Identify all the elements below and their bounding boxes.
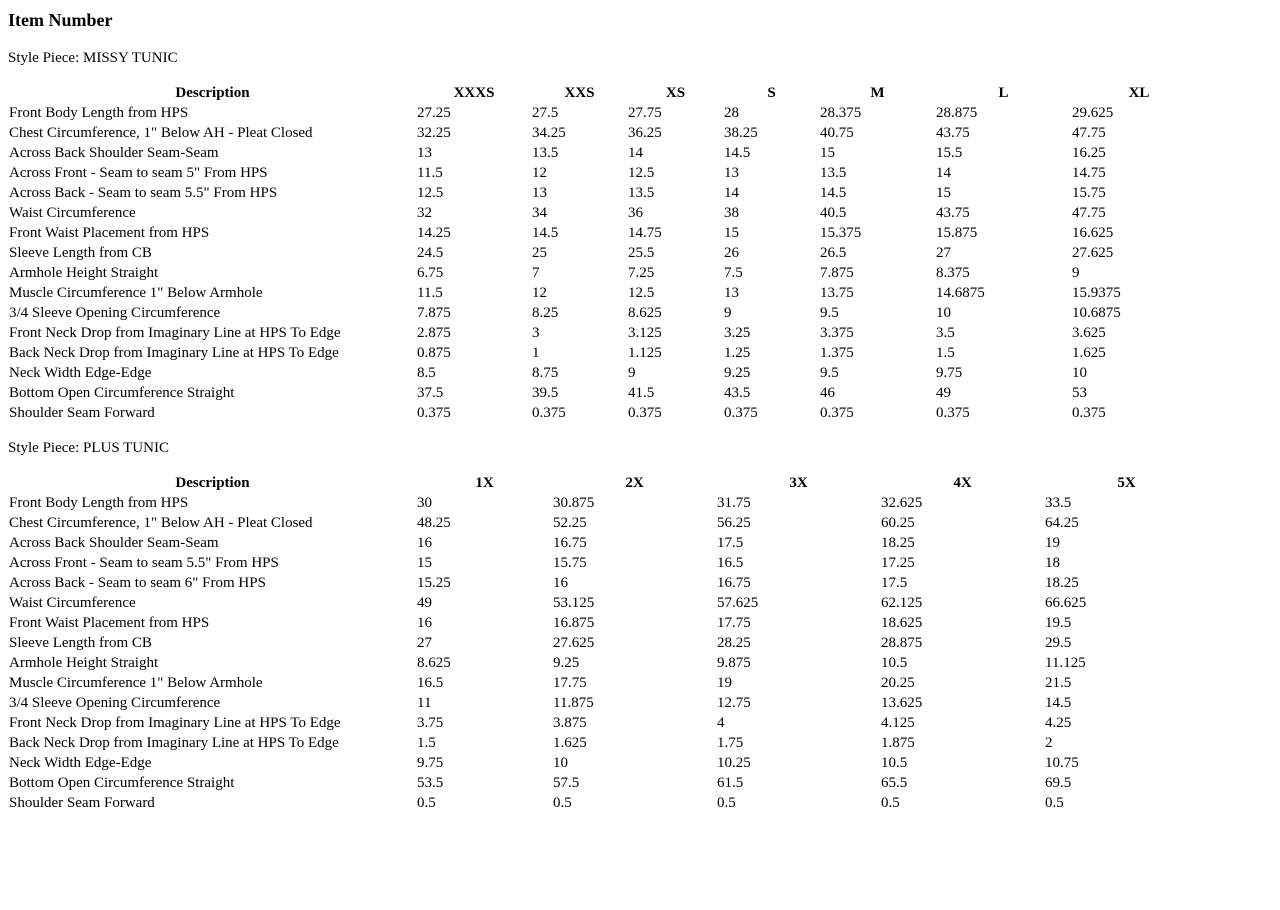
measurement-description: Waist Circumference [9,205,136,221]
measurement-value: 7 [532,265,540,281]
measurement-value: 10.25 [717,755,751,771]
measurement-value: 34.25 [532,125,566,141]
measurement-description: Neck Width Edge-Edge [9,755,152,771]
measurement-value: 27.5 [532,105,559,121]
measurement-value: 18.25 [1045,575,1079,591]
measurement-description: Across Front - Seam to seam 5" From HPS [9,165,268,181]
measurement-value: 0.875 [417,345,451,361]
missy-column-header: XL [1128,85,1150,101]
missy-column-header: S [767,85,776,101]
measurement-value: 9 [724,305,732,321]
measurement-value: 4.25 [1045,715,1072,731]
table-row [8,493,1208,513]
measurement-value: 9.25 [724,365,751,381]
missy-column-header: M [870,85,885,101]
plus-header-row [8,473,1208,493]
measurement-value: 27.75 [628,105,662,121]
style-piece-plus-label: Style Piece: PLUS TUNIC [8,440,169,456]
measurement-value: 14.6875 [936,285,985,301]
plus-column-header: 1X [475,475,494,491]
measurement-value: 8.75 [532,365,559,381]
measurement-value: 17.75 [717,615,751,631]
missy-column-header: XXS [564,85,595,101]
table-row [8,223,1206,243]
measurement-value: 10.5 [881,755,908,771]
plus-column-header: 3X [789,475,808,491]
table-row [8,303,1206,323]
measurement-description: Across Front - Seam to seam 5.5" From HPS [9,555,279,571]
measurement-value: 11.5 [417,165,443,181]
measurement-description: Shoulder Seam Forward [9,795,155,811]
measurement-description: Sleeve Length from CB [9,635,152,651]
measurement-value: 16.25 [1072,145,1106,161]
missy-header-row [8,83,1206,103]
measurement-value: 9.75 [936,365,963,381]
measurement-value: 9.875 [717,655,751,671]
measurement-value: 46 [820,385,835,401]
measurement-value: 9.5 [820,365,839,381]
measurement-value: 3.875 [553,715,587,731]
measurement-value: 13.5 [532,145,559,161]
table-row [8,553,1208,573]
table-row [8,363,1206,383]
measurement-value: 16 [417,615,432,631]
plus-table-body [8,493,1208,813]
measurement-description: Front Neck Drop from Imaginary Line at HPS To Edge [9,715,341,731]
plus-column-header: 5X [1117,475,1136,491]
measurement-value: 7.875 [417,305,451,321]
measurement-value: 1.625 [1072,345,1106,361]
measurement-value: 3.125 [628,325,662,341]
measurement-value: 15.375 [820,225,862,241]
measurement-value: 3.375 [820,325,854,341]
measurement-value: 14.5 [724,145,751,161]
measurement-value: 18.25 [881,535,915,551]
measurement-description: Across Back - Seam to seam 5.5" From HPS [9,185,278,201]
measurement-value: 13 [417,145,432,161]
measurement-value: 15 [820,145,835,161]
measurement-value: 9.5 [820,305,839,321]
table-row [8,283,1206,303]
table-row [8,403,1206,423]
measurement-value: 11.875 [553,695,594,711]
measurement-value: 40.5 [820,205,847,221]
table-row [8,533,1208,553]
measurement-value: 66.625 [1045,595,1087,611]
measurement-value: 27.625 [1072,245,1114,261]
measurement-value: 14 [724,185,739,201]
measurement-description: Muscle Circumference 1" Below Armhole [9,675,263,691]
measurement-value: 11.5 [417,285,443,301]
measurement-value: 15 [724,225,739,241]
measurement-value: 12.75 [717,695,751,711]
measurement-value: 7.25 [628,265,655,281]
measurement-value: 16.875 [553,615,595,631]
table-row [8,793,1208,813]
measurement-value: 4 [717,715,725,731]
measurement-value: 57.625 [717,595,759,611]
missy-column-header: XXXS [453,85,495,101]
measurement-description: Back Neck Drop from Imaginary Line at HPS To Edge [9,345,339,361]
measurement-value: 53 [1072,385,1087,401]
measurement-value: 10.5 [881,655,908,671]
measurement-value: 3.25 [724,325,751,341]
measurement-description: Armhole Height Straight [9,655,159,671]
measurement-description: Chest Circumference, 1" Below AH - Pleat Closed [9,125,313,141]
plus-column-header: Description [175,475,250,491]
measurement-value: 14.5 [532,225,559,241]
measurement-value: 14.5 [820,185,847,201]
measurement-value: 15 [417,555,432,571]
measurement-value: 3.75 [417,715,444,731]
measurement-value: 36 [628,205,643,221]
measurement-value: 12 [532,285,547,301]
measurement-value: 1.25 [724,345,751,361]
measurement-value: 3.625 [1072,325,1106,341]
measurement-value: 40.75 [820,125,854,141]
measurement-value: 20.25 [881,675,915,691]
measurement-value: 15.75 [553,555,587,571]
measurement-value: 61.5 [717,775,744,791]
measurement-value: 11.125 [1045,655,1086,671]
measurement-value: 14.5 [1045,695,1072,711]
missy-spec-table [8,83,1206,423]
measurement-value: 27 [417,635,432,651]
measurement-value: 10 [553,755,568,771]
table-row [8,613,1208,633]
measurement-value: 1.625 [553,735,587,751]
measurement-value: 57.5 [553,775,580,791]
measurement-value: 1 [532,345,540,361]
measurement-value: 38 [724,205,739,221]
missy-column-header: Description [175,85,250,101]
missy-column-header: L [998,85,1009,101]
measurement-value: 21.5 [1045,675,1072,691]
measurement-value: 16.75 [717,575,751,591]
measurement-value: 9 [628,365,636,381]
measurement-value: 47.75 [1072,205,1106,221]
measurement-value: 14 [628,145,643,161]
plus-spec-table [8,473,1208,813]
table-row [8,713,1208,733]
measurement-value: 8.5 [417,365,436,381]
measurement-value: 0.375 [724,405,758,421]
measurement-value: 69.5 [1045,775,1072,791]
measurement-value: 13 [724,165,739,181]
measurement-value: 11 [417,695,432,711]
measurement-value: 10.75 [1045,755,1079,771]
measurement-value: 32 [417,205,432,221]
measurement-value: 0.5 [417,795,436,811]
measurement-value: 16.75 [553,535,587,551]
measurement-value: 36.25 [628,125,662,141]
measurement-value: 47.75 [1072,125,1106,141]
table-row [8,673,1208,693]
measurement-value: 52.25 [553,515,587,531]
measurement-value: 17.5 [881,575,908,591]
measurement-description: Armhole Height Straight [9,265,159,281]
measurement-value: 13 [532,185,547,201]
measurement-value: 1.375 [820,345,854,361]
measurement-value: 33.5 [1045,495,1072,511]
measurement-value: 7.5 [724,265,743,281]
measurement-value: 12.5 [628,285,655,301]
measurement-value: 8.375 [936,265,970,281]
measurement-value: 12.5 [628,165,655,181]
measurement-value: 3.5 [936,325,955,341]
measurement-value: 0.375 [936,405,970,421]
measurement-description: Front Body Length from HPS [9,105,189,121]
measurement-value: 0.375 [1072,405,1106,421]
measurement-description: Across Back Shoulder Seam-Seam [9,145,219,161]
measurement-value: 0.5 [717,795,736,811]
table-row [8,773,1208,793]
table-row [8,203,1206,223]
measurement-value: 49 [936,385,951,401]
measurement-value: 1.875 [881,735,915,751]
measurement-value: 26.5 [820,245,847,261]
measurement-value: 26 [724,245,739,261]
measurement-value: 56.25 [717,515,751,531]
measurement-value: 53.125 [553,595,595,611]
measurement-value: 28.875 [936,105,978,121]
table-row [8,143,1206,163]
measurement-value: 31.75 [717,495,751,511]
measurement-description: Muscle Circumference 1" Below Armhole [9,285,263,301]
table-row [8,243,1206,263]
measurement-value: 10 [936,305,951,321]
table-row [8,513,1208,533]
measurement-value: 15.25 [417,575,451,591]
measurement-value: 19 [717,675,732,691]
measurement-value: 1.75 [717,735,744,751]
measurement-value: 16 [417,535,432,551]
measurement-value: 34 [532,205,547,221]
measurement-value: 2.875 [417,325,451,341]
measurement-value: 9.25 [553,655,580,671]
table-row [8,633,1208,653]
measurement-value: 25 [532,245,547,261]
measurement-value: 8.25 [532,305,559,321]
measurement-value: 15 [936,185,951,201]
table-row [8,693,1208,713]
table-row [8,593,1208,613]
measurement-value: 43.5 [724,385,751,401]
measurement-description: 3/4 Sleeve Opening Circumference [9,305,221,321]
measurement-value: 0.375 [417,405,451,421]
measurement-value: 6.75 [417,265,444,281]
measurement-value: 29.5 [1045,635,1072,651]
measurement-value: 17.5 [717,535,744,551]
measurement-value: 48.25 [417,515,451,531]
measurement-value: 19 [1045,535,1060,551]
measurement-description: Bottom Open Circumference Straight [9,775,235,791]
table-row [8,383,1206,403]
missy-column-header: XS [665,85,686,101]
measurement-value: 37.5 [417,385,444,401]
measurement-description: Chest Circumference, 1" Below AH - Pleat Closed [9,515,313,531]
measurement-value: 8.625 [417,655,451,671]
table-row [8,123,1206,143]
table-row [8,573,1208,593]
measurement-value: 41.5 [628,385,655,401]
measurement-value: 16 [553,575,568,591]
measurement-value: 12 [532,165,547,181]
measurement-value: 27.25 [417,105,451,121]
measurement-value: 65.5 [881,775,908,791]
measurement-value: 49 [417,595,432,611]
measurement-value: 16.5 [417,675,444,691]
measurement-value: 0.375 [628,405,662,421]
measurement-value: 28.375 [820,105,862,121]
measurement-value: 16.5 [717,555,744,571]
measurement-value: 14.75 [628,225,662,241]
measurement-value: 32.25 [417,125,451,141]
measurement-value: 0.375 [532,405,566,421]
measurement-value: 10.6875 [1072,305,1121,321]
measurement-value: 13.5 [820,165,847,181]
measurement-value: 30 [417,495,432,511]
measurement-value: 39.5 [532,385,559,401]
table-row [8,343,1206,363]
measurement-value: 62.125 [881,595,923,611]
measurement-value: 2 [1045,735,1053,751]
measurement-value: 15.9375 [1072,285,1121,301]
measurement-description: Back Neck Drop from Imaginary Line at HPS To Edge [9,735,339,751]
measurement-value: 18 [1045,555,1060,571]
table-row [8,263,1206,283]
table-row [8,733,1208,753]
measurement-description: Neck Width Edge-Edge [9,365,152,381]
style-piece-missy-label: Style Piece: MISSY TUNIC [8,50,178,66]
measurement-value: 25.5 [628,245,655,261]
table-row [8,163,1206,183]
measurement-value: 15.5 [936,145,963,161]
measurement-value: 0.5 [881,795,900,811]
measurement-value: 1.125 [628,345,662,361]
measurement-value: 19.5 [1045,615,1072,631]
page-title: Item Number [8,10,113,30]
measurement-value: 18.625 [881,615,923,631]
measurement-description: Front Body Length from HPS [9,495,189,511]
table-row [8,103,1206,123]
measurement-value: 60.25 [881,515,915,531]
measurement-value: 53.5 [417,775,444,791]
measurement-value: 12.5 [417,185,444,201]
measurement-value: 0.5 [1045,795,1064,811]
measurement-value: 0.375 [820,405,854,421]
measurement-value: 16.625 [1072,225,1114,241]
measurement-value: 4.125 [881,715,915,731]
measurement-value: 14.75 [1072,165,1106,181]
measurement-description: Shoulder Seam Forward [9,405,155,421]
measurement-value: 9.75 [417,755,444,771]
measurement-value: 9 [1072,265,1080,281]
measurement-value: 28.875 [881,635,923,651]
measurement-description: Sleeve Length from CB [9,245,152,261]
measurement-value: 3 [532,325,540,341]
measurement-value: 13.75 [820,285,854,301]
measurement-description: Across Back Shoulder Seam-Seam [9,535,219,551]
measurement-value: 14.25 [417,225,451,241]
measurement-value: 7.875 [820,265,854,281]
measurement-value: 8.625 [628,305,662,321]
table-row [8,753,1208,773]
measurement-value: 15.75 [1072,185,1106,201]
measurement-value: 24.5 [417,245,444,261]
measurement-description: Across Back - Seam to seam 6" From HPS [9,575,266,591]
measurement-value: 27 [936,245,951,261]
measurement-value: 15.875 [936,225,978,241]
measurement-value: 38.25 [724,125,758,141]
table-row [8,653,1208,673]
measurement-value: 13.5 [628,185,655,201]
measurement-value: 30.875 [553,495,595,511]
measurement-value: 29.625 [1072,105,1114,121]
measurement-description: Bottom Open Circumference Straight [9,385,235,401]
measurement-value: 28.25 [717,635,751,651]
measurement-value: 10 [1072,365,1087,381]
measurement-value: 13.625 [881,695,923,711]
measurement-description: 3/4 Sleeve Opening Circumference [9,695,221,711]
measurement-value: 14 [936,165,951,181]
measurement-value: 13 [724,285,739,301]
measurement-description: Front Waist Placement from HPS [9,615,210,631]
table-row [8,183,1206,203]
measurement-description: Front Waist Placement from HPS [9,225,210,241]
measurement-value: 17.75 [553,675,587,691]
measurement-value: 1.5 [936,345,955,361]
missy-table-body [8,103,1206,423]
table-row [8,323,1206,343]
measurement-description: Front Neck Drop from Imaginary Line at HPS To Edge [9,325,341,341]
measurement-value: 43.75 [936,125,970,141]
measurement-value: 43.75 [936,205,970,221]
measurement-value: 0.5 [553,795,572,811]
plus-column-header: 2X [625,475,644,491]
measurement-description: Waist Circumference [9,595,136,611]
measurement-value: 32.625 [881,495,923,511]
measurement-value: 17.25 [881,555,915,571]
plus-column-header: 4X [953,475,972,491]
measurement-value: 64.25 [1045,515,1079,531]
measurement-value: 28 [724,105,739,121]
measurement-value: 1.5 [417,735,436,751]
measurement-value: 27.625 [553,635,595,651]
